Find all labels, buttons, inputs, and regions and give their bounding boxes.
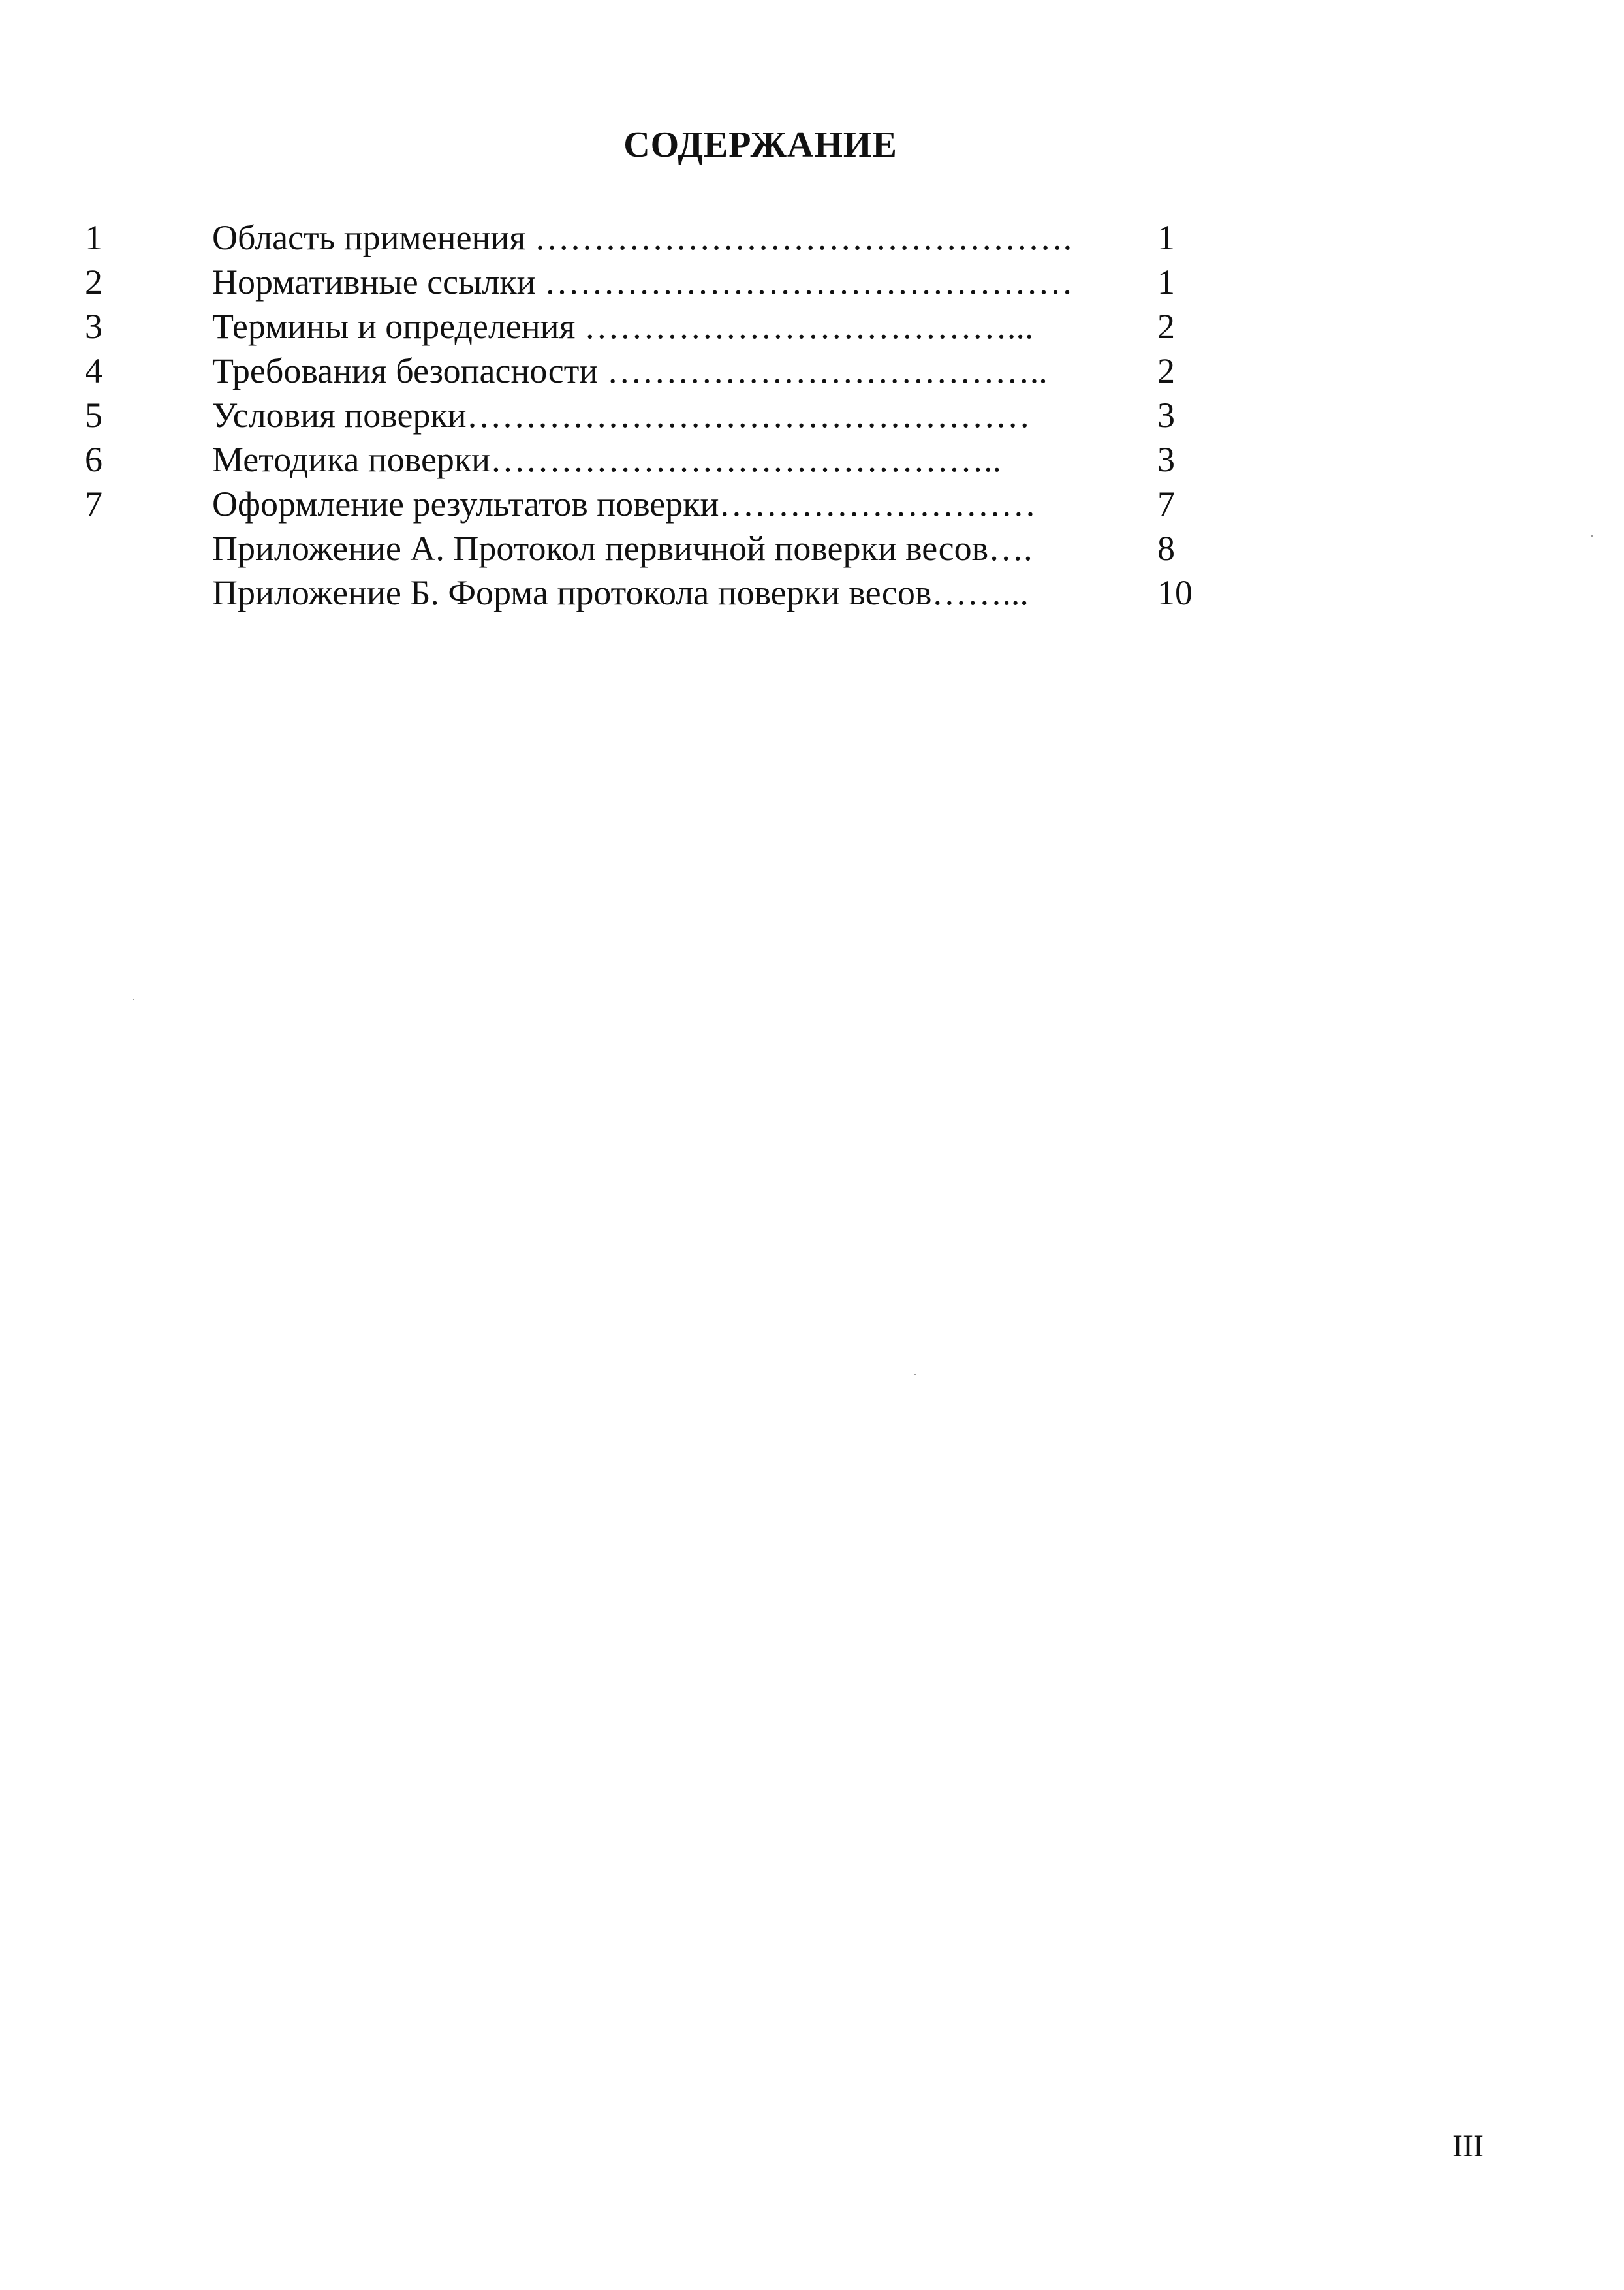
toc-entry-page: 1 — [1157, 262, 1175, 302]
toc-entry-title: Область применения ………………………………………. — [212, 218, 1072, 257]
toc-entry-title: Оформление результатов поверки……………………… — [212, 484, 1037, 524]
toc-entry-title: Приложение А. Протокол первичной поверки весов…. — [212, 529, 1033, 568]
toc-entry — [0, 482, 1624, 526]
toc-entry-title: Нормативные ссылки ……………………………………… — [212, 262, 1073, 302]
page-title: СОДЕРЖАНИЕ — [623, 125, 898, 165]
scan-speck — [133, 999, 134, 1000]
toc-entry — [0, 215, 1624, 260]
toc-entry-title: Термины и определения ………………………………... — [212, 307, 1034, 346]
table-of-contents — [0, 215, 1624, 615]
toc-entry-title: Приложение Б. Форма протокола поверки весов……... — [212, 573, 1029, 612]
toc-entry — [0, 304, 1624, 349]
toc-entry-title: Требования безопасности ……………………………….. — [212, 351, 1048, 390]
toc-entry — [0, 260, 1624, 304]
toc-entry — [0, 349, 1624, 393]
toc-entry-number: 3 — [85, 307, 102, 346]
toc-entry-number: 7 — [85, 484, 102, 524]
toc-entry-page: 2 — [1157, 307, 1175, 346]
toc-entry-page: 3 — [1157, 440, 1175, 479]
toc-entry-number: 1 — [85, 218, 102, 257]
toc-entry-page: 10 — [1157, 573, 1193, 612]
toc-entry — [0, 393, 1624, 437]
toc-entry — [0, 571, 1624, 615]
toc-entry-page: 7 — [1157, 484, 1175, 524]
toc-entry-number: 2 — [85, 262, 102, 302]
toc-entry — [0, 526, 1624, 571]
toc-entry-number: 4 — [85, 351, 102, 390]
toc-entry-title: Условия поверки………………………………………… — [212, 396, 1031, 435]
toc-entry-page: 8 — [1157, 529, 1175, 568]
page-number: III — [1452, 2129, 1484, 2163]
scan-speck — [914, 1374, 916, 1375]
toc-entry-page: 2 — [1157, 351, 1175, 390]
toc-entry-page: 1 — [1157, 218, 1175, 257]
toc-entry-title: Методика поверки…………………………………….. — [212, 440, 1002, 479]
toc-entry-number: 6 — [85, 440, 102, 479]
toc-entry — [0, 437, 1624, 482]
toc-entry-page: 3 — [1157, 396, 1175, 435]
toc-entry-number: 5 — [85, 396, 102, 435]
scan-speck — [1591, 535, 1593, 537]
